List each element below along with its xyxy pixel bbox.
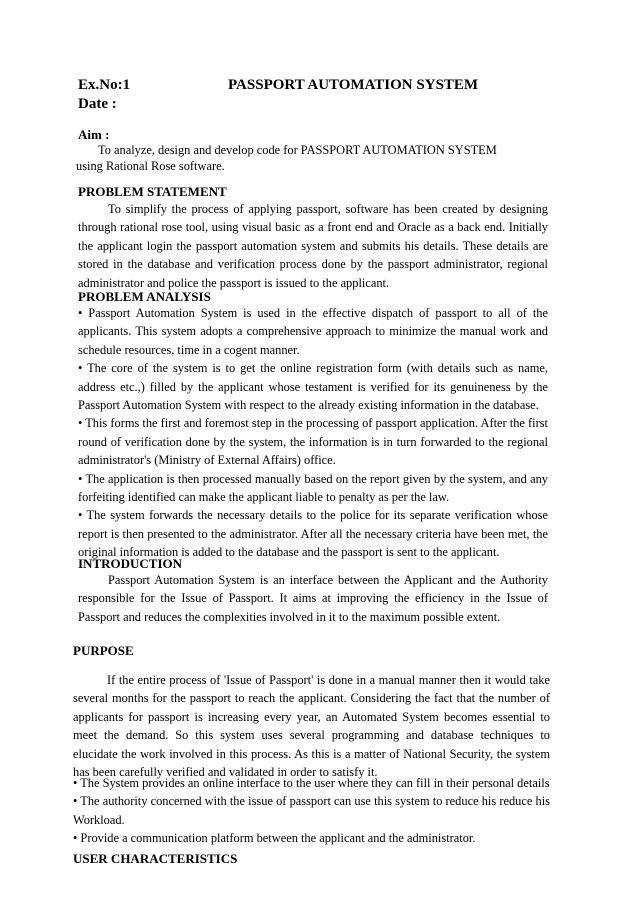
list-item: • Passport Automation System is used in the effective dispatch of passport to all of the applicants. This system adopts a comprehensive approach to minimize the manual work and schedule resources, time in a cogent manner. xyxy=(78,306,548,357)
problem-statement-text: To simplify the process of applying passport, software has been created by designing through rational rose tool, using visual basic as a front end and Oracle as a back end. Initially the applicant login the passport automation system and submits his details. These details are stored in the database and verification process done by the passport administrator, regional administrator and police the passport is issued to the applicant. xyxy=(78,202,548,290)
problem-analysis-heading: PROBLEM ANALYSIS xyxy=(78,289,211,304)
list-item: • The System provides an online interface to the user where they can fill in their personal details xyxy=(73,776,550,790)
problem-analysis-list xyxy=(78,304,548,562)
list-item: • The core of the system is to get the online registration form (with details such as name, address etc.,) filled by the applicant whose testament is verified for its genuineness by the Passport Automation System with respect to the already existing information in the database. xyxy=(78,361,548,413)
introduction-text: Passport Automation System is an interface between the Applicant and the Authority responsible for the Issue of Passport. It aims at improving the efficiency in the Issue of Passport and reduces the complexities involved in it to the maximum possible extent. xyxy=(78,573,548,624)
purpose-list xyxy=(73,774,550,848)
exercise-number: Ex.No:1 xyxy=(78,77,131,93)
problem-statement-heading: PROBLEM STATEMENT xyxy=(78,184,227,199)
list-item: • The authority concerned with the issue of passport can use this system to reduce his reduce his Workload. xyxy=(73,794,550,827)
list-item: • This forms the first and foremost step in the processing of passport application. After the first round of verification done by the system, the information is in turn forwarded to the regional administrator's (Ministry of External Affairs) office. xyxy=(78,416,548,468)
date-label: Date : xyxy=(78,96,117,112)
aim-text-line-1: To analyze, design and develop code for PASSPORT AUTOMATION SYSTEM xyxy=(98,143,497,157)
aim-heading: Aim : xyxy=(78,127,110,142)
aim-text-line-2: using Rational Rose software. xyxy=(76,159,225,173)
list-item: • Provide a communication platform between the applicant and the administrator. xyxy=(73,831,476,846)
purpose-heading: PURPOSE xyxy=(73,643,134,658)
introduction-heading: INTRODUCTION xyxy=(78,556,183,571)
document-title: PASSPORT AUTOMATION SYSTEM xyxy=(228,77,479,93)
user-characteristics-heading: USER CHARACTERISTICS xyxy=(73,851,238,866)
list-item: • The application is then processed manually based on the report given by the system, and any forfeiting identified can make the applicant liable to penalty as per the law. xyxy=(78,471,548,505)
purpose-text: If the entire process of 'Issue of Passport' is done in a manual manner then it would take several months for the passport to reach the applicant. Considering the fact that the number of applicants for passport is increasing every year, an Automated System becomes essential to meet the demand. So this system uses several programming and database techniques to elucidate the work involved in this process. As this is a matter of National Security, the system has been carefully verified and validated in order to satisfy it. xyxy=(73,673,550,780)
list-item: • The system forwards the necessary details to the police for its separate verification whose report is then presented to the administrator. After all the necessary criteria have been met, the original information is added to the database and the passport is sent to the applicant. xyxy=(78,508,548,560)
